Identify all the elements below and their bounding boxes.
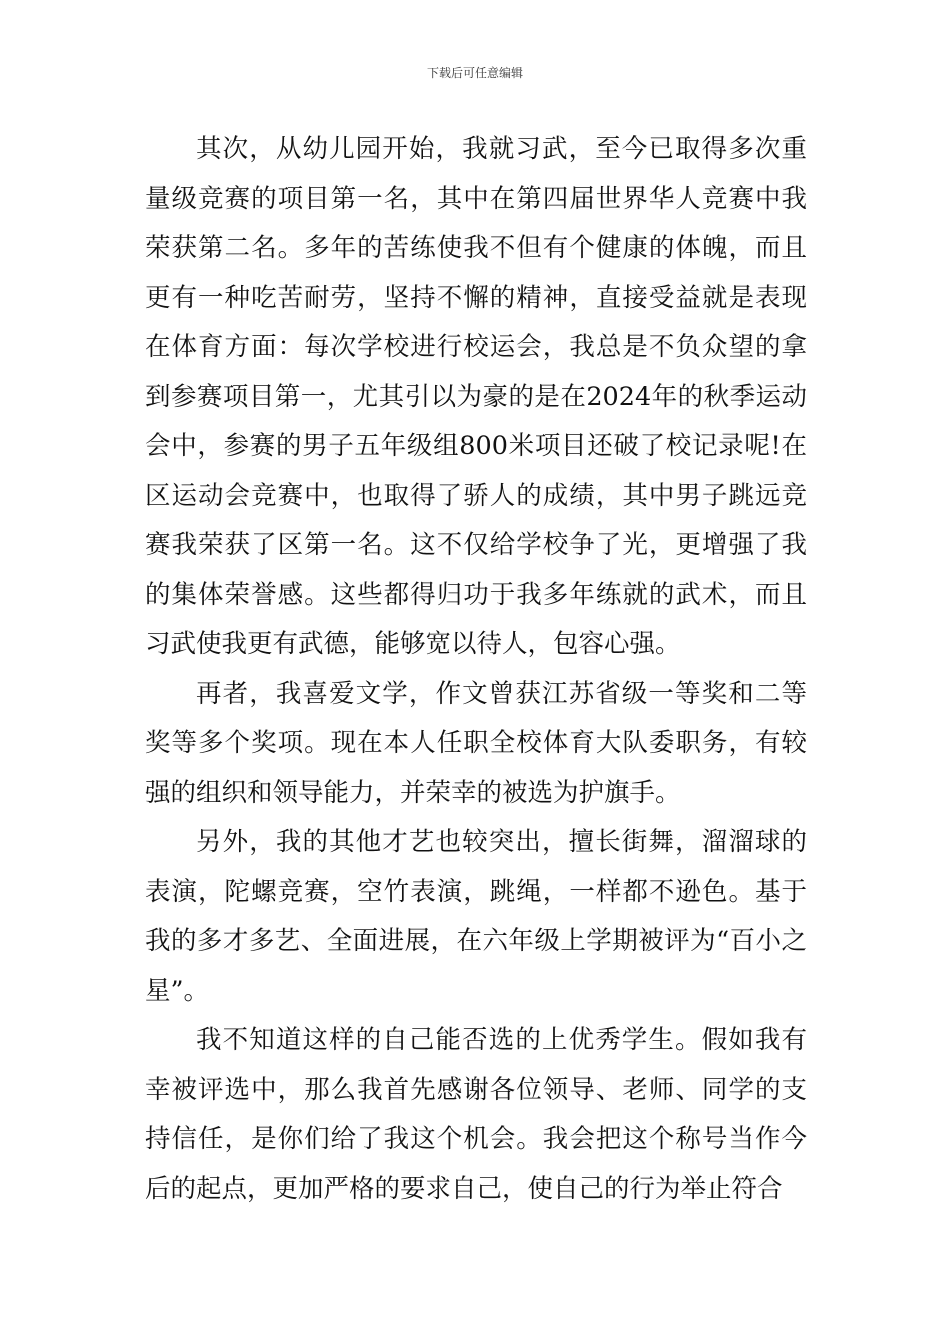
paragraph-3: 另外，我的其他才艺也较突出，擅长街舞，溜溜球的表演，陀螺竞赛，空竹表演，跳绳，一样都不逊色。基于我的多才多艺、全面进展，在六年级上学期被评为“百小之星”。 — [145, 827, 807, 1006]
paragraph-1: 其次，从幼儿园开始，我就习武，至今已取得多次重量级竞赛的项目第一名，其中在第四届世界华人竞赛中我荣获第二名。多年的苦练使我不但有个健康的体魄，而且更有一种吃苦耐劳，坚持不懈的精神，直接受益就是表现在体育方面：每次学校进行校运会，我总是不负众望的拿到参赛项目第一，尤其引以为豪的是在2024年的秋季运动会中，参赛的男子五年级组800米项目还破了校记录呢!在区运动会竞赛中，也取得了骄人的成绩，其中男子跳远竞赛我荣获了区第一名。这不仅给学校争了光，更增强了我的集体荣誉感。这些都得归功于我多年练就的武术，而且习武使我更有武德，能够宽以待人，包容心强。 — [145, 134, 807, 659]
document-body — [145, 125, 807, 1214]
page-header-note: 下载后可任意编辑 — [426, 66, 523, 80]
paragraph-4: 我不知道这样的自己能否选的上优秀学生。假如我有幸被评选中，那么我首先感谢各位领导、老师、同学的支持信任，是你们给了我这个机会。我会把这个称号当作今后的起点，更加严格的要求自己，使自己的行为举止符合 — [145, 1025, 807, 1204]
paragraph-2: 再者，我喜爱文学，作文曾获江苏省级一等奖和二等奖等多个奖项。现在本人任职全校体育大队委职务，有较强的组织和领导能力，并荣幸的被选为护旗手。 — [145, 678, 807, 808]
